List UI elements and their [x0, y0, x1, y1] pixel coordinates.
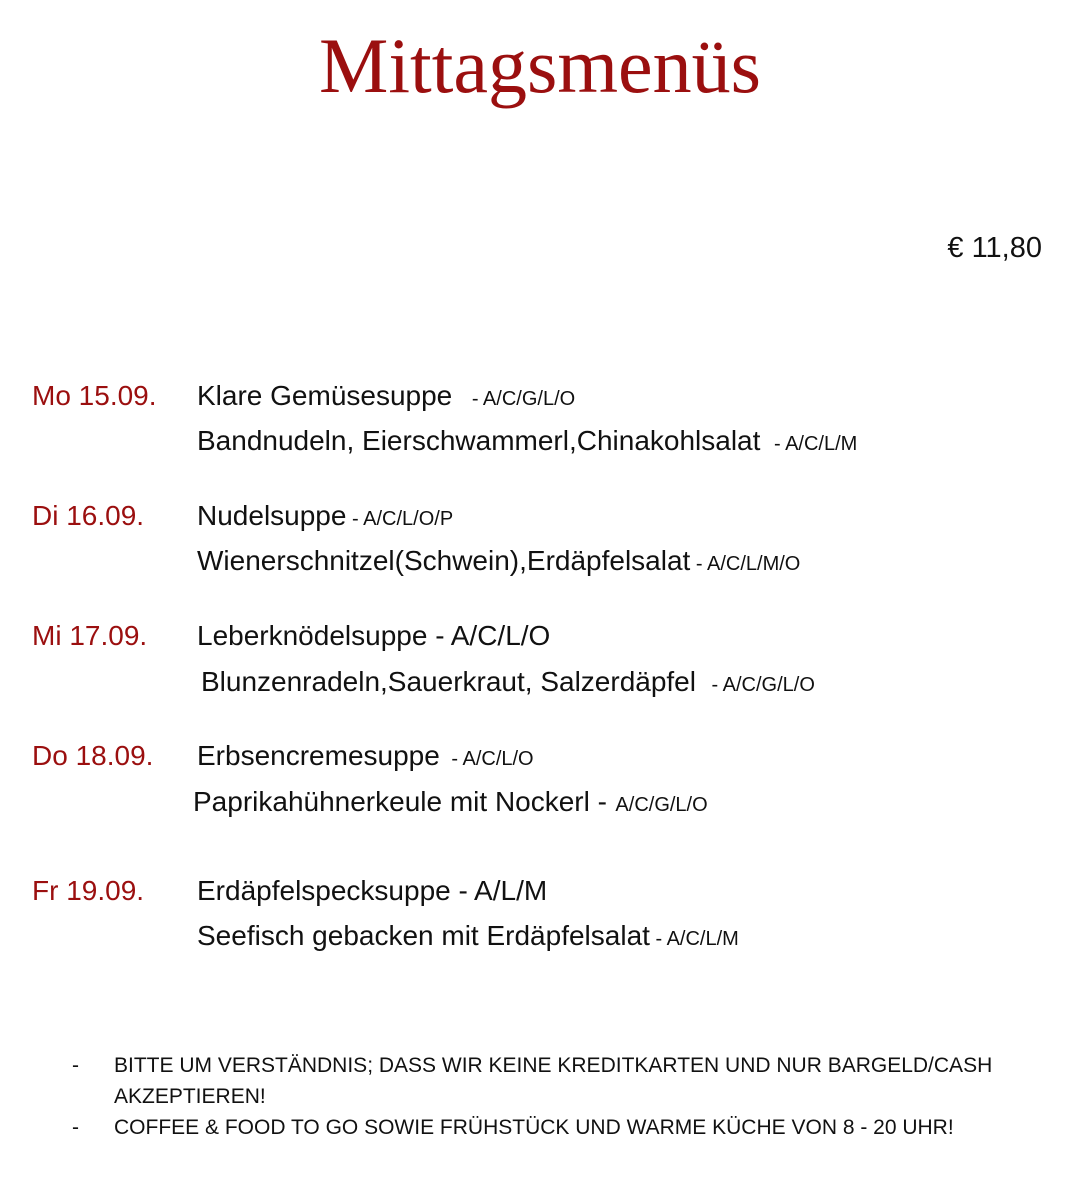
- main-allergens: - A/C/G/L/O: [705, 674, 815, 696]
- soup-name: Nudelsuppe: [197, 500, 347, 531]
- soup-line: [197, 871, 547, 914]
- main-line: [197, 421, 857, 464]
- soup-line: [197, 616, 550, 659]
- main-line: [197, 916, 739, 959]
- main-line: [201, 662, 815, 705]
- note-item: [72, 1050, 1052, 1112]
- note-text: COFFEE & FOOD TO GO SOWIE FRÜHSTÜCK UND WARME KÜCHE VON 8 - 20 UHR!: [114, 1116, 954, 1139]
- main-line: [193, 782, 708, 825]
- soup-allergens: - A/C/L/O/P: [346, 508, 454, 530]
- soup-allergens: - A/C/G/L/O: [466, 388, 576, 410]
- day-label: Fr 19.09.: [32, 875, 145, 906]
- soup-name: Erdäpfelspecksuppe - A/L/M: [197, 875, 548, 906]
- menu-price: € 11,80: [947, 232, 1042, 264]
- notes-list: [72, 1050, 1052, 1143]
- note-item: [72, 1112, 1052, 1143]
- note-text: BITTE UM VERSTÄNDNIS; DASS WIR KEINE KREDITKARTEN UND NUR BARGELD/CASH AKZEPTIEREN!: [114, 1054, 993, 1108]
- main-allergens: A/C/G/L/O: [610, 794, 708, 816]
- main-allergens: - A/C/L/M: [649, 928, 739, 950]
- main-dish: Seefisch gebacken mit Erdäpfelsalat: [197, 920, 650, 951]
- main-allergens: - A/C/L/M/O: [690, 553, 801, 575]
- day-label: Mi 17.09.: [32, 620, 148, 651]
- main-dish: Paprikahühnerkeule mit Nockerl -: [193, 786, 607, 817]
- main-allergens: - A/C/L/M: [768, 433, 858, 455]
- soup-line: [197, 496, 453, 539]
- day-label: Do 18.09.: [32, 740, 154, 771]
- main-dish: Blunzenradeln,Sauerkraut, Salzerdäpfel: [201, 666, 696, 697]
- main-dish: Bandnudeln, Eierschwammerl,Chinakohlsalat: [197, 425, 761, 456]
- soup-line: [197, 736, 534, 779]
- main-line: [197, 541, 800, 584]
- soup-allergens: - A/C/L/O: [445, 748, 534, 770]
- main-dish: Wienerschnitzel(Schwein),Erdäpfelsalat: [197, 545, 691, 576]
- day-label: Mo 15.09.: [32, 380, 157, 411]
- soup-name: Leberknödelsuppe - A/C/L/O: [197, 620, 551, 651]
- note-bullet: -: [72, 1116, 79, 1139]
- note-bullet: -: [72, 1054, 79, 1077]
- day-label: Di 16.09.: [32, 500, 145, 531]
- soup-name: Klare Gemüsesuppe: [197, 380, 453, 411]
- soup-line: [197, 376, 575, 419]
- page-title: Mittagsmenüs: [319, 22, 761, 109]
- soup-name: Erbsencremesuppe: [197, 740, 440, 771]
